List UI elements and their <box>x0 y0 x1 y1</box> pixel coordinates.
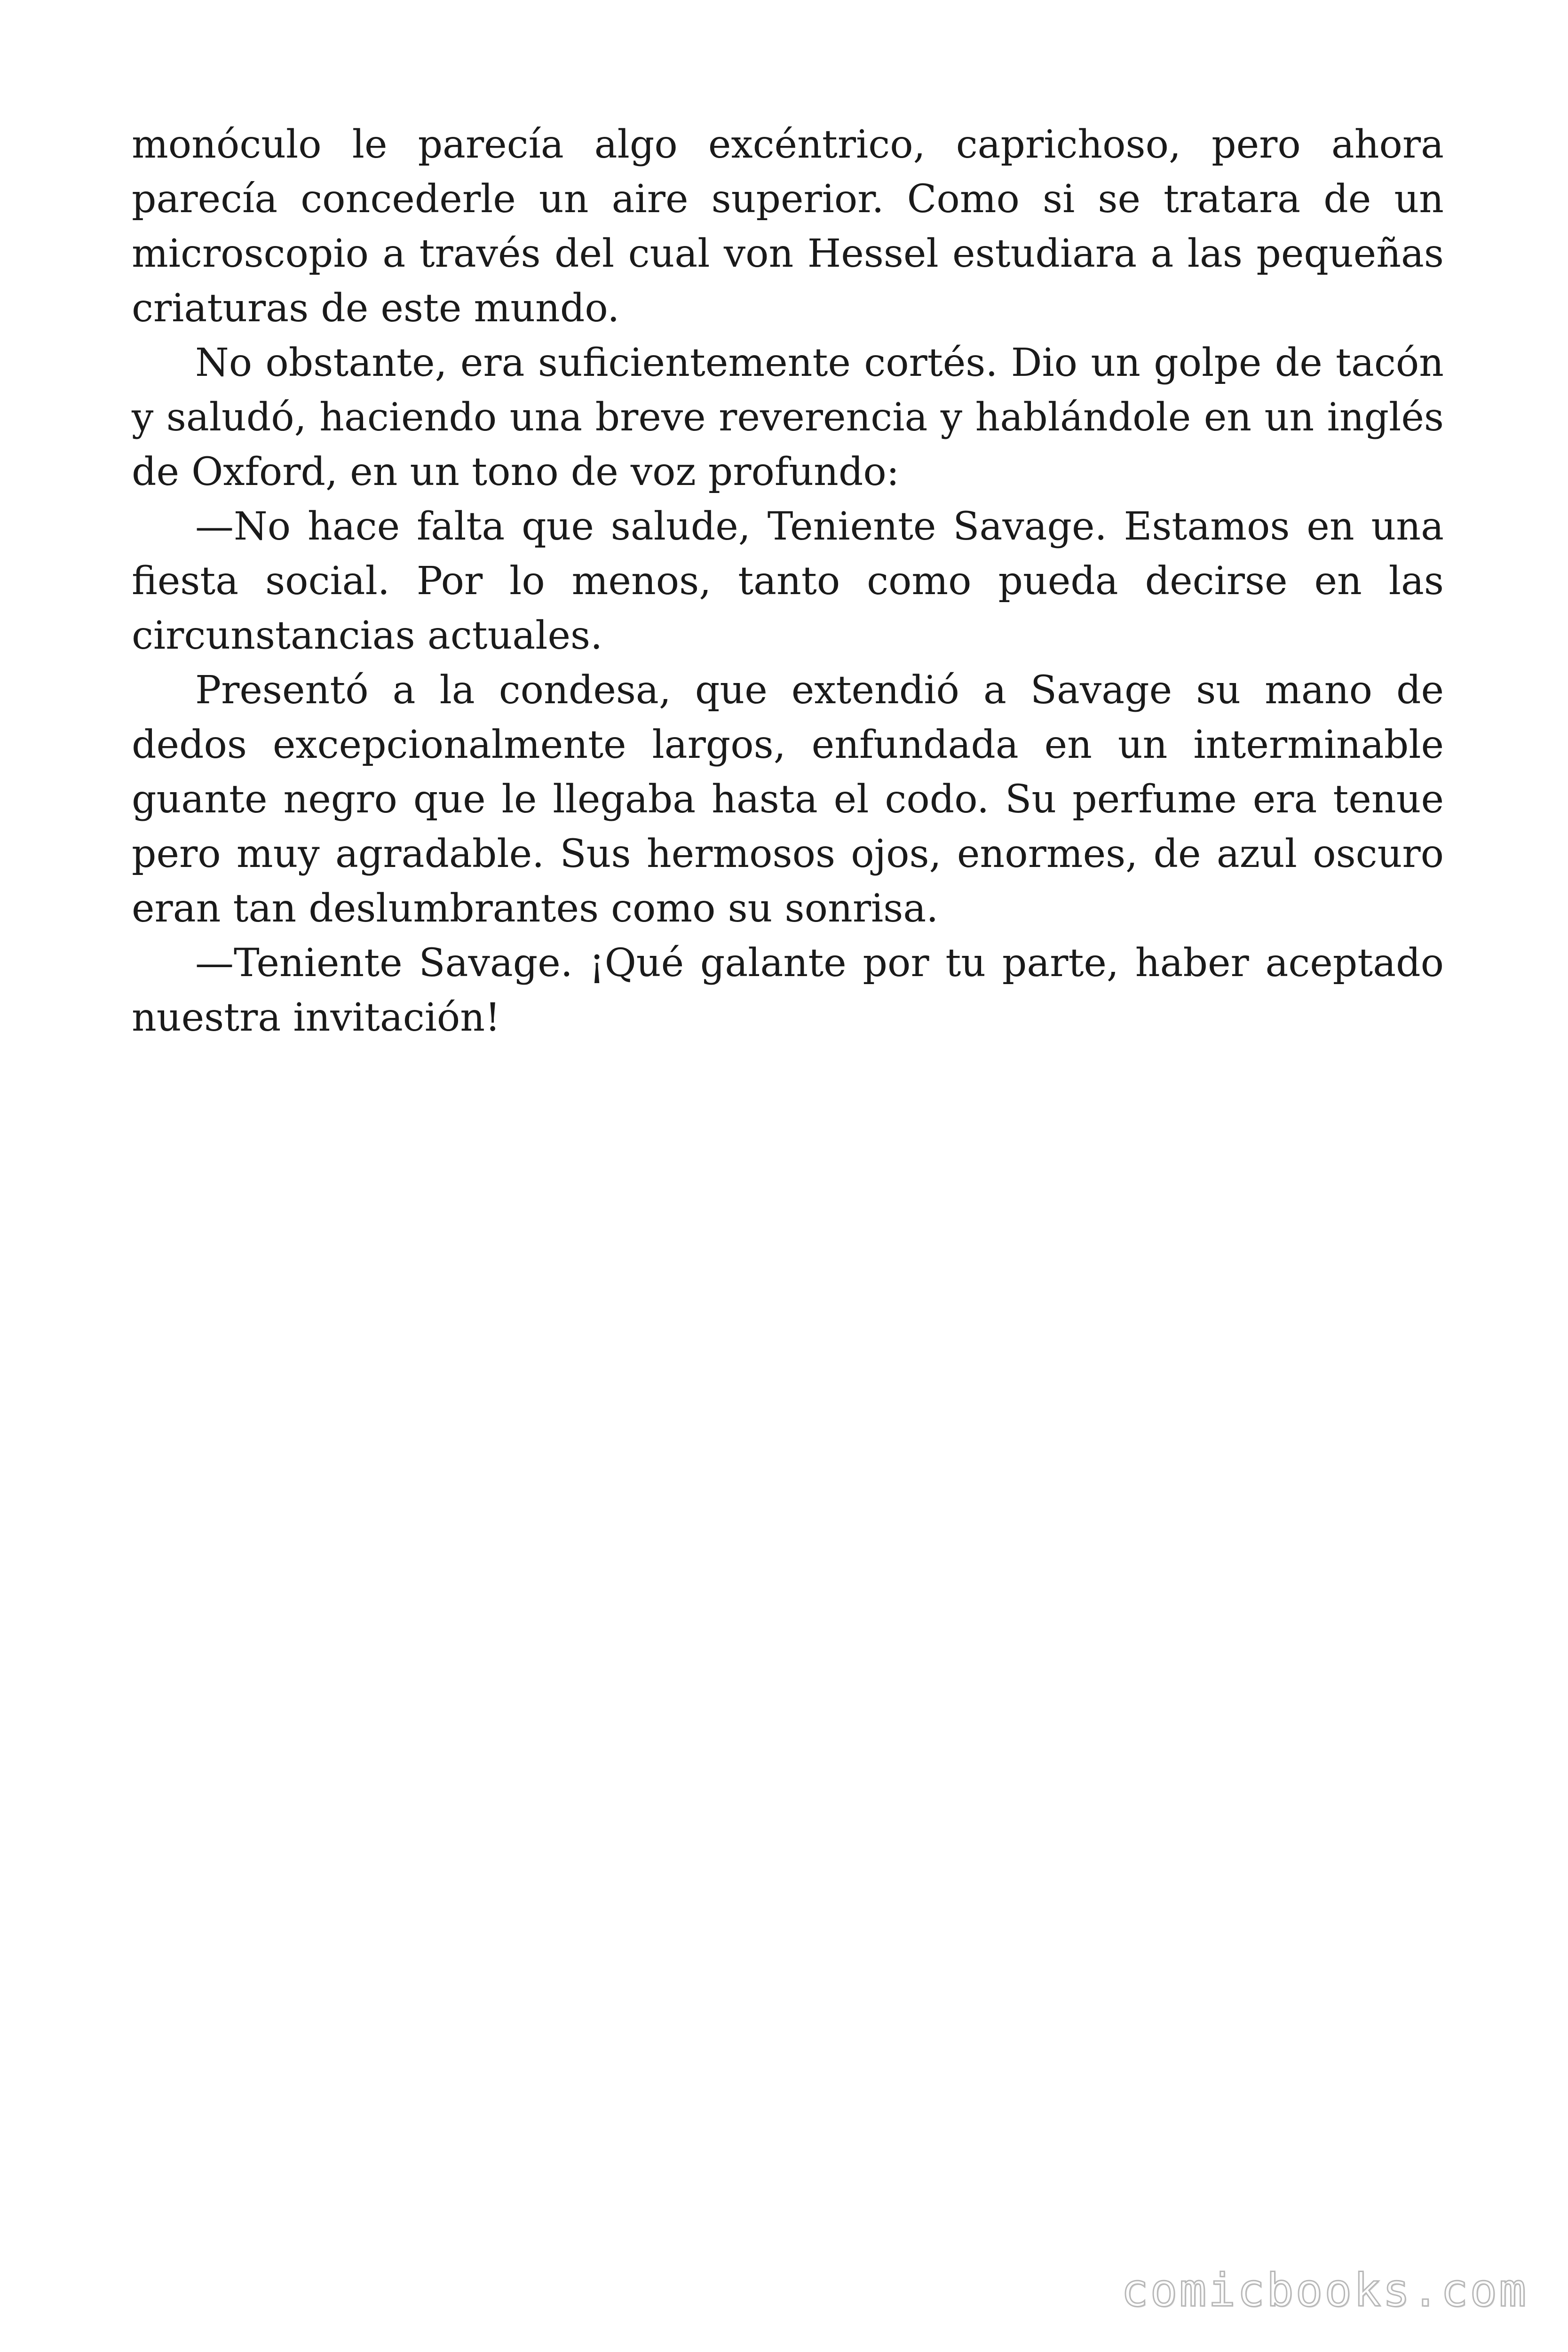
page-body <box>132 118 1444 1045</box>
paragraph: monóculo le parecía algo excéntrico, caprichoso, pero ahora parecía concederle un aire superior. Como si se tratara de un microscopio a través del cual von Hessel estudiara a las pequeñas criaturas de este mundo. <box>132 122 1444 331</box>
watermark: comicbooks.com <box>1121 2264 1528 2317</box>
paragraph: —No hace falta que salude, Teniente Savage. Estamos en una fiesta social. Por lo menos, tanto como pueda decirse en las circunstancias actuales. <box>132 504 1444 658</box>
paragraph: —Teniente Savage. ¡Qué galante por tu parte, haber aceptado nuestra invitación! <box>132 941 1444 1040</box>
paragraph: No obstante, era suficientemente cortés. Dio un golpe de tacón y saludó, haciendo una breve reverencia y hablándole en un inglés de Oxford, en un tono de voz profundo: <box>132 341 1444 494</box>
paragraph: Presentó a la condesa, que extendió a Savage su mano de dedos excepcionalmente largos, enfundada en un interminable guante negro que le llegaba hasta el codo. Su perfume era tenue pero muy agradable. Sus hermosos ojos, enormes, de azul oscuro eran tan deslumbrantes como su sonrisa. <box>132 668 1444 931</box>
